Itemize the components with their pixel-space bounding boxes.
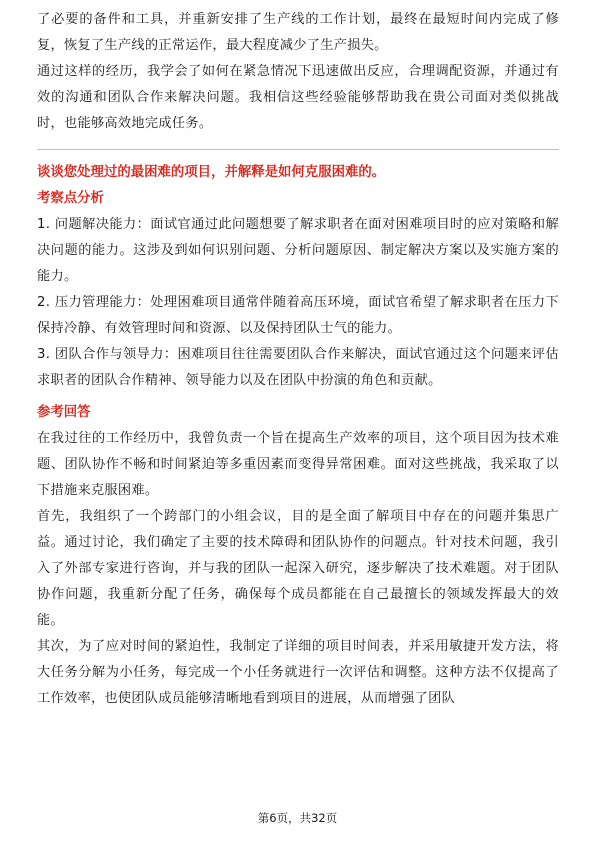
- interview-question: 谈谈您处理过的最困难的项目，并解释是如何克服困难的。: [37, 165, 386, 180]
- page-number: 第6页，共32页: [257, 811, 338, 825]
- previous-answer-paragraph: 了必要的备件和工具，并重新安排了生产线的工作计划，最终在最短时间内完成了修复，恢复了生产线的正常运作，最大程度减少了生产损失。: [37, 12, 559, 53]
- reference-answer-paragraph: 其次，为了应对时间的紧迫性，我制定了详细的项目时间表，并采用敏捷开发方法，将大任务分解为小任务，每完成一个小任务就进行一次评估和调整。这种方法不仅提高了工作效率，也使团队成员能够清晰地看到项目的进展，从而增强了团队: [37, 639, 559, 706]
- analysis-item: 1. 问题解决能力：面试官通过此问题想要了解求职者在面对困难项目时的应对策略和解决问题的能力。这涉及到如何识别问题、分析问题原因、制定解决方案以及实施方案的能力。: [37, 217, 559, 284]
- previous-answer-conclusion: 通过这样的经历，我学会了如何在紧急情况下迅速做出反应，合理调配资源，并通过有效的沟通和团队合作来解决问题。我相信这些经验能够帮助我在贵公司面对类似挑战时，也能够高效地完成任务。: [37, 64, 559, 131]
- analysis-item: 2. 压力管理能力：处理困难项目通常伴随着高压环境，面试官希望了解求职者在压力下保持冷静、有效管理时间和资源、以及保持团队士气的能力。: [37, 295, 559, 336]
- reference-answer-heading: 参考回答: [37, 405, 91, 420]
- page-content: [37, 0, 559, 712]
- section-divider: [37, 149, 559, 150]
- reference-answer-paragraph: 首先，我组织了一个跨部门的小组会议，目的是全面了解项目中存在的问题并集思广益。通过讨论，我们确定了主要的技术障碍和团队协作的问题点。针对技术问题，我引入了外部专家进行咨询，并与我的团队一起深入研究，逐步解决了技术难题。对于团队协作问题，我重新分配了任务，确保每个成员都能在自己最擅长的领域发挥最大的效能。: [37, 509, 559, 628]
- analysis-heading: 考察点分析: [37, 191, 104, 206]
- analysis-item: 3. 团队合作与领导力：困难项目往往需要团队合作来解决，面试官通过这个问题来评估求职者的团队合作精神、领导能力以及在团队中扮演的角色和贡献。: [37, 347, 559, 388]
- reference-answer-paragraph: 在我过往的工作经历中，我曾负责一个旨在提高生产效率的项目，这个项目因为技术难题、团队协作不畅和时间紧迫等多重因素而变得异常困难。面对这些挑战，我采取了以下措施来克服困难。: [37, 431, 559, 498]
